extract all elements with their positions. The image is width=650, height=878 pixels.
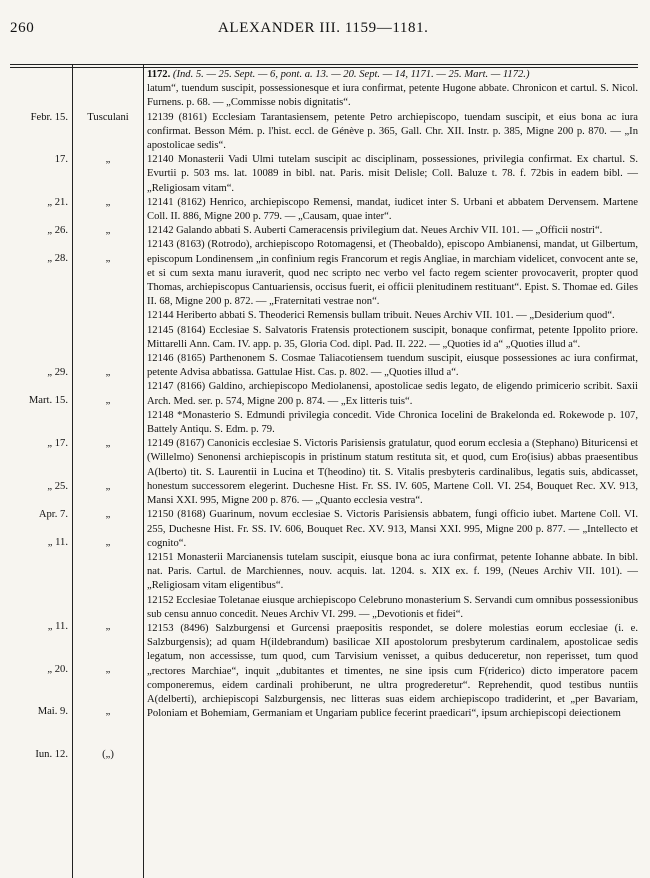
entry-12140: 12140 Monasterii Vadi Ulmi tutelam suscipit ac disciplinam, possessiones, privilegia confirmat. Ex chartul. S. Evurtii p. 503 ms. lat. 10089 in bibl. nat. Paris. misit Delisle; Coll. Baluze t. 78. f. 72bis in eadem bibl. — „Religiosam vitam“. [147, 154, 638, 194]
entry-12152: 12152 Ecclesiae Toletanae eiusque archiepiscopo Celebruno monasterium S. Servandi cum omnibus possessionibus sub censu annuo concedit. Neues Archiv VI. 299. — „Devotionis et fidei“. [147, 594, 638, 620]
entry-12145: 12145 (8164) Ecclesiae S. Salvatoris Fratensis protectionem suscipit, bonaque confirmat, petente Ippolito priore. Mittarelli Ann. Cam. IV. app. p. 35, Gloria Cod. dipl. Pad. II. 222. — „Quoties id a“ „Quoties illud a“. [147, 324, 638, 350]
entry-12149: 12149 (8167) Canonicis ecclesiae S. Victoris Parisiensis gratulatur, quod eorum ecclesia a (Stephano) Bituricensi et (Willelmo) Senonensi archiepiscopis in pristinum statum restituta sit, et quod, cum Ero(isius) abbas praesentibus A(lberto) tit. S. Laurentii in Lucina et T(heodino) tit. S. Vitalis presbyteris cardinalibus, legatis suis, abdicasset, honestum successorem elegerint. Duchesne Hist. Fr. SS. IV. 605, Martene Coll. VI. 254, Bouquet Rec. XV. 913, Mansi XXI. 995, Migne 200 p. 876. — „Quanto ecclesia vestra“. [147, 438, 638, 507]
page-header [10, 20, 636, 42]
place-12142: „ [105, 225, 111, 236]
column-divider-place [143, 64, 144, 878]
date-12146: „ 17. [47, 438, 68, 449]
top-rule [10, 64, 638, 65]
entry-12139: 12139 (8161) Ecclesiam Tarantasiensem, petente Petro archiepiscopo, tuendam suscipit, et eius bona ac iura confirmat. Besson Mém. p. l'hist. eccl. de Génève p. 365, Gall. Chr. XII. Instr. p. 385, Migne 200 p. 870. — „In apostolicae sedis“. [147, 111, 638, 152]
entry-12141: 12141 (8162) Henrico, archiepiscopo Remensi, mandat, iudicet inter S. Urbani et abbatem Dervensem. Martene Coll. II. 886, Migne 200 p. 779. — „Causam, quae inter“. [147, 196, 638, 223]
place-12139: Tusculani [87, 112, 129, 123]
place-12140: „ [105, 154, 111, 165]
place-12153: („) [102, 749, 114, 760]
indiction-text: (Ind. 5. — 25. Sept. — 6, pont. a. 13. — 20. Sept. — 14, 1171. — 25. Mart. — 1172.) [172, 69, 530, 80]
entry-12144: 12144 Heriberto abbati S. Theoderici Remensis bullam tribuit. Neues Archiv VII. 101. — „Desiderium quod“. [147, 310, 615, 322]
year-number: 1172. [147, 69, 171, 80]
date-12149: „ 11. [47, 537, 68, 548]
place-12147: „ [105, 481, 111, 492]
date-12139: Febr. 15. [30, 112, 68, 123]
date-12148: Apr. 7. [38, 509, 68, 520]
page-number: 260 [10, 20, 35, 36]
place-12141: „ [105, 197, 111, 208]
entry-12146: 12146 (8165) Parthenonem S. Cosmae Taliacotiensem tuendum suscipit, eiusque possessiones ac iura confirmat, petente Advisa abbatissa. Gattulae Hist. Cas. p. 802. — „Quoties illud a“. [147, 353, 638, 379]
place-12150: „ [105, 621, 111, 632]
entry-12147: 12147 (8166) Galdino, archiepiscopo Mediolanensi, apostolicae sedis legato, de eligendo primicerio scribit. Saxii Arch. Med. ser. p. 574, Migne 200 p. 874. — „Ex litteris tuis“. [147, 381, 638, 407]
entry-12153: 12153 (8496) Salzburgensi et Gurcensi praepositis respondet, se dolere molestias eorum ecclesiae (i. e. Salzburgensis); ad quam H(ildebrandum) basilicae XII apostolorum presbyterum cardinalem, apostolicae sedis legatum, non accessisse, tum quod, cum Tarvisium venisset, a quibus deduceretur, non reperisset, tum quod „rectores Marchiae“, inquit „dubitantes et timentes, ne sine ipsis cum F(riderico) dicto imperatore pacem componeremus, eidem cardinali prohiberunt, ne ultra progrederetur“. Reprehendit, quod testibus nuntiis A(delberti), archiepiscopi Salzburgensis, nec litteras suas eidem archiepiscopo tradiderint, et „per Bavariam, Poloniam et Bohemiam, Germaniam et Ungariam publice fecerint praedicari“, ipsum archiepiscopi deiectionem [147, 622, 638, 720]
entry-12148: 12148 *Monasterio S. Edmundi privilegia concedit. Vide Chronica Iocelini de Brakelonda ed. Rokewode p. 107, Battely Antiqu. S. Edm. p. 79. [147, 409, 638, 436]
regest-column [147, 68, 638, 721]
place-12148: „ [105, 509, 111, 520]
place-12149: „ [105, 537, 111, 548]
running-title: ALEXANDER III. 1159—1181. [218, 20, 429, 36]
entry-12151: 12151 Monasterii Marcianensis tutelam suscipit, eiusque bona ac iura confirmat, petente Iohanne abbate. In bibl. nat. Paris. Cartul. de Marchiennes, nouv. acquis. lat. 1204. s. XIX ex. f. 199, (Neues Archiv VII. 101). — „Religiosam vitam eligentibus“. [147, 551, 638, 592]
place-12143: „ [105, 253, 111, 264]
entry-12150: 12150 (8168) Guarinum, novum ecclesiae S. Victoris Parisiensis abbatem, fungi officio iubet. Martene Coll. VI. 255, Duchesne Hist. Fr. SS. IV. 606, Bouquet Rec. XV. 913, Mansi XXI. 995, Migne 200 p. 877. — „Intellecto et cognito“. [147, 509, 638, 549]
entry-12142: 12142 Galando abbati S. Auberti Cameracensis privilegium dat. Neues Archiv VII. 101. — „Officii nostri“. [147, 225, 603, 237]
date-12152: Mai. 9. [37, 706, 68, 717]
date-12142: „ 26. [47, 225, 68, 236]
column-divider-date [72, 64, 73, 878]
date-12150: „ 11. [47, 621, 68, 632]
place-12152: „ [105, 706, 111, 717]
date-12144: „ 29. [47, 367, 68, 378]
date-12143: „ 28. [47, 253, 68, 264]
entry-12143: 12143 (8163) (Rotrodo), archiepiscopo Rotomagensi, et (Theobaldo), episcopo Ambianensi, mandat, ut Gilbertum, episcopum Londinensem „in confinium regis Francorum et regis Angliae, in marchiam videlicet, convocent ante se, et si cum sexta manu iuraverit, quod nec scripto nec verbo vel facto regem scienter provocaverit, propter quod Thomas, archiepiscopus Cantuariensis, occisus fuerit, ei officii plenitudinem restituant“. Epist. S. Thomae ed. Giles II. 68, Migne 200 p. 872. — „Fraternitati vestrae non“. [147, 239, 638, 308]
date-12145: Mart. 15. [28, 395, 68, 406]
continuation-text: latum“, tuendum suscipit, possessionesque et iura confirmat, petente Hugone abbate. Chronicon et cartul. S. Nicol. Furnens. p. 68. — „Commisse nobis dignitatis“. [147, 83, 638, 109]
date-12151: „ 20. [47, 664, 68, 675]
place-12146: „ [105, 438, 111, 449]
place-12145: „ [105, 395, 111, 406]
indiction-line [147, 68, 638, 82]
date-12141: „ 21. [47, 197, 68, 208]
date-12140: 17. [54, 154, 68, 165]
date-12153: Iun. 12. [35, 749, 68, 760]
place-12151: „ [105, 664, 111, 675]
date-12147: „ 25. [47, 481, 68, 492]
place-12144: „ [105, 367, 111, 378]
